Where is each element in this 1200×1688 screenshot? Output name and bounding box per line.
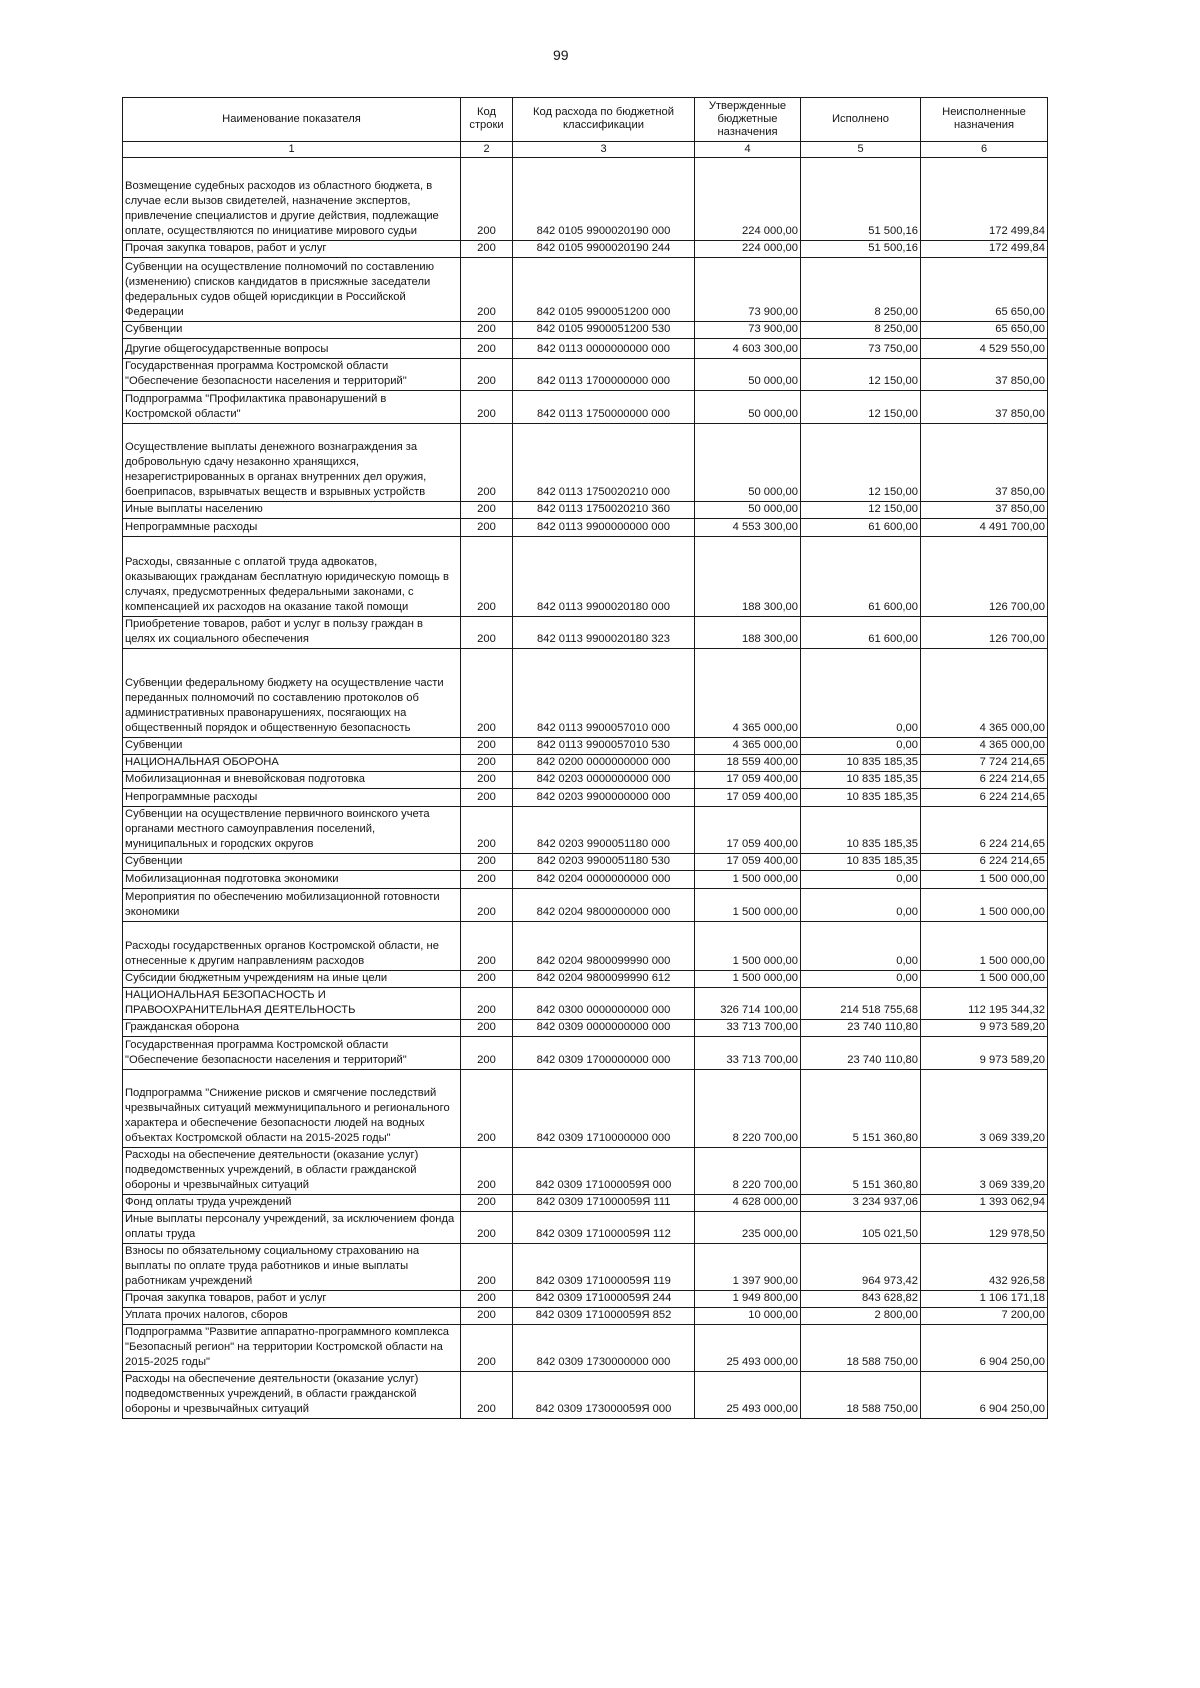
line-code: 200 (461, 339, 513, 359)
unexecuted-amount: 6 224 214,65 (921, 789, 1048, 807)
line-code: 200 (461, 158, 513, 241)
header-budget-code: Код расхода по бюджетной классификации (513, 98, 695, 142)
budget-classification-code: 842 0300 0000000000 000 (513, 988, 695, 1020)
table-row (123, 339, 1048, 359)
unexecuted-amount: 126 700,00 (921, 537, 1048, 617)
unexecuted-amount: 7 200,00 (921, 1308, 1048, 1325)
budget-classification-code: 842 0204 0000000000 000 (513, 871, 695, 889)
table-row (123, 971, 1048, 988)
indicator-name: Непрограммные расходы (123, 519, 461, 537)
indicator-name: Подпрограмма "Снижение рисков и смягчение последствий чрезвычайных ситуаций межмуниципального и регионального характера и обеспечение безопасности людей на водных объектах Костромской области на 2015-2025 годы" (123, 1070, 461, 1148)
table-row (123, 1037, 1048, 1070)
indicator-name: Государственная программа Костромской области "Обеспечение безопасности населения и территорий" (123, 359, 461, 391)
unexecuted-amount: 65 650,00 (921, 258, 1048, 322)
line-code: 200 (461, 789, 513, 807)
approved-amount: 1 500 000,00 (695, 871, 801, 889)
table-row (123, 241, 1048, 258)
table-row (123, 789, 1048, 807)
indicator-name: Возмещение судебных расходов из областного бюджета, в случае если вызов свидетелей, назначение экспертов, привлечение специалистов и другие действия, подлежащие оплате, осуществляются по инициативе мирового судьи (123, 158, 461, 241)
table-row (123, 1195, 1048, 1212)
column-number-row (123, 142, 1048, 158)
line-code: 200 (461, 649, 513, 738)
line-code: 200 (461, 391, 513, 424)
executed-amount: 105 021,50 (801, 1212, 921, 1244)
budget-classification-code: 842 0113 1750000000 000 (513, 391, 695, 424)
line-code: 200 (461, 359, 513, 391)
line-code: 200 (461, 1308, 513, 1325)
unexecuted-amount: 4 529 550,00 (921, 339, 1048, 359)
line-code: 200 (461, 1291, 513, 1308)
indicator-name: Мероприятия по обеспечению мобилизационной готовности экономики (123, 889, 461, 922)
budget-classification-code: 842 0203 9900051180 530 (513, 854, 695, 871)
header-executed: Исполнено (801, 98, 921, 142)
table-row (123, 322, 1048, 339)
executed-amount: 12 150,00 (801, 502, 921, 519)
indicator-name: Подпрограмма "Профилактика правонарушений в Костромской области" (123, 391, 461, 424)
unexecuted-amount: 37 850,00 (921, 502, 1048, 519)
indicator-name: Субвенции на осуществление первичного воинского учета органами местного самоуправления поселений, муниципальных и городских округов (123, 807, 461, 854)
approved-amount: 17 059 400,00 (695, 807, 801, 854)
approved-amount: 10 000,00 (695, 1308, 801, 1325)
unexecuted-amount: 1 500 000,00 (921, 889, 1048, 922)
executed-amount: 61 600,00 (801, 617, 921, 649)
executed-amount: 843 628,82 (801, 1291, 921, 1308)
table-row (123, 1308, 1048, 1325)
indicator-name: Субвенции (123, 854, 461, 871)
line-code: 200 (461, 1148, 513, 1195)
budget-classification-code: 842 0105 9900020190 000 (513, 158, 695, 241)
executed-amount: 5 151 360,80 (801, 1070, 921, 1148)
table-row (123, 807, 1048, 854)
executed-amount: 18 588 750,00 (801, 1325, 921, 1372)
approved-amount: 1 500 000,00 (695, 922, 801, 971)
approved-amount: 1 500 000,00 (695, 889, 801, 922)
unexecuted-amount: 1 500 000,00 (921, 971, 1048, 988)
budget-classification-code: 842 0309 171000059Я 852 (513, 1308, 695, 1325)
budget-classification-code: 842 0309 171000059Я 244 (513, 1291, 695, 1308)
executed-amount: 10 835 185,35 (801, 789, 921, 807)
executed-amount: 73 750,00 (801, 339, 921, 359)
approved-amount: 4 365 000,00 (695, 738, 801, 755)
unexecuted-amount: 37 850,00 (921, 359, 1048, 391)
unexecuted-amount: 172 499,84 (921, 241, 1048, 258)
approved-amount: 17 059 400,00 (695, 854, 801, 871)
indicator-name: Непрограммные расходы (123, 789, 461, 807)
column-number: 2 (461, 142, 513, 158)
indicator-name: Субвенции на осуществление полномочий по составлению (изменению) списков кандидатов в присяжные заседатели федеральных судов общей юрисдикции в Российской Федерации (123, 258, 461, 322)
column-number: 5 (801, 142, 921, 158)
unexecuted-amount: 112 195 344,32 (921, 988, 1048, 1020)
table-row (123, 391, 1048, 424)
line-code: 200 (461, 1195, 513, 1212)
executed-amount: 214 518 755,68 (801, 988, 921, 1020)
line-code: 200 (461, 871, 513, 889)
line-code: 200 (461, 258, 513, 322)
indicator-name: Другие общегосударственные вопросы (123, 339, 461, 359)
executed-amount: 0,00 (801, 871, 921, 889)
executed-amount: 10 835 185,35 (801, 807, 921, 854)
indicator-name: Осуществление выплаты денежного вознаграждения за добровольную сдачу незаконно хранящихся, незарегистрированных в органах внутренних дел оружия, боеприпасов, взрывчатых веществ и взрывных устройств (123, 424, 461, 502)
executed-amount: 0,00 (801, 649, 921, 738)
approved-amount: 50 000,00 (695, 502, 801, 519)
executed-amount: 8 250,00 (801, 258, 921, 322)
budget-classification-code: 842 0113 9900000000 000 (513, 519, 695, 537)
approved-amount: 235 000,00 (695, 1212, 801, 1244)
unexecuted-amount: 3 069 339,20 (921, 1070, 1048, 1148)
unexecuted-amount: 7 724 214,65 (921, 755, 1048, 772)
budget-classification-code: 842 0309 171000059Я 112 (513, 1212, 695, 1244)
table-row (123, 537, 1048, 617)
executed-amount: 12 150,00 (801, 424, 921, 502)
budget-classification-code: 842 0105 9900051200 000 (513, 258, 695, 322)
indicator-name: Иные выплаты персоналу учреждений, за исключением фонда оплаты труда (123, 1212, 461, 1244)
unexecuted-amount: 6 904 250,00 (921, 1372, 1048, 1419)
budget-classification-code: 842 0204 9800099990 612 (513, 971, 695, 988)
table-row (123, 854, 1048, 871)
approved-amount: 4 628 000,00 (695, 1195, 801, 1212)
indicator-name: Иные выплаты населению (123, 502, 461, 519)
indicator-name: Подпрограмма "Развитие аппаратно-программного комплекса "Безопасный регион" на территории Костромской области на 2015-2025 годы" (123, 1325, 461, 1372)
unexecuted-amount: 37 850,00 (921, 424, 1048, 502)
unexecuted-amount: 37 850,00 (921, 391, 1048, 424)
unexecuted-amount: 129 978,50 (921, 1212, 1048, 1244)
indicator-name: Гражданская оборона (123, 1020, 461, 1037)
table-row (123, 258, 1048, 322)
unexecuted-amount: 172 499,84 (921, 158, 1048, 241)
indicator-name: Расходы на обеспечение деятельности (оказание услуг) подведомственных учреждений, в области гражданской обороны и чрезвычайных ситуаций (123, 1148, 461, 1195)
budget-classification-code: 842 0309 171000059Я 000 (513, 1148, 695, 1195)
approved-amount: 4 603 300,00 (695, 339, 801, 359)
budget-classification-code: 842 0113 9900020180 000 (513, 537, 695, 617)
budget-classification-code: 842 0113 1750020210 000 (513, 424, 695, 502)
budget-classification-code: 842 0113 1700000000 000 (513, 359, 695, 391)
table-row (123, 988, 1048, 1020)
executed-amount: 3 234 937,06 (801, 1195, 921, 1212)
indicator-name: Фонд оплаты труда учреждений (123, 1195, 461, 1212)
indicator-name: Взносы по обязательному социальному страхованию на выплаты по оплате труда работников и иные выплаты работникам учреждений (123, 1244, 461, 1291)
line-code: 200 (461, 889, 513, 922)
approved-amount: 73 900,00 (695, 258, 801, 322)
executed-amount: 10 835 185,35 (801, 772, 921, 789)
approved-amount: 50 000,00 (695, 359, 801, 391)
budget-classification-code: 842 0309 1700000000 000 (513, 1037, 695, 1070)
budget-classification-code: 842 0309 0000000000 000 (513, 1020, 695, 1037)
column-number: 6 (921, 142, 1048, 158)
unexecuted-amount: 9 973 589,20 (921, 1037, 1048, 1070)
unexecuted-amount: 4 365 000,00 (921, 649, 1048, 738)
executed-amount: 51 500,16 (801, 241, 921, 258)
indicator-name: Субвенции (123, 322, 461, 339)
table-row (123, 649, 1048, 738)
indicator-name: НАЦИОНАЛЬНАЯ БЕЗОПАСНОСТЬ И ПРАВООХРАНИТЕЛЬНАЯ ДЕЯТЕЛЬНОСТЬ (123, 988, 461, 1020)
line-code: 200 (461, 1325, 513, 1372)
budget-classification-code: 842 0309 171000059Я 111 (513, 1195, 695, 1212)
executed-amount: 61 600,00 (801, 537, 921, 617)
indicator-name: Прочая закупка товаров, работ и услуг (123, 1291, 461, 1308)
line-code: 200 (461, 772, 513, 789)
page-number: 99 (553, 47, 569, 63)
unexecuted-amount: 6 224 214,65 (921, 854, 1048, 871)
table-header (123, 98, 1048, 158)
table-row (123, 772, 1048, 789)
line-code: 200 (461, 988, 513, 1020)
line-code: 200 (461, 519, 513, 537)
approved-amount: 25 493 000,00 (695, 1372, 801, 1419)
executed-amount: 10 835 185,35 (801, 854, 921, 871)
line-code: 200 (461, 922, 513, 971)
executed-amount: 23 740 110,80 (801, 1037, 921, 1070)
table-row (123, 1291, 1048, 1308)
line-code: 200 (461, 1070, 513, 1148)
indicator-name: Расходы государственных органов Костромской области, не отнесенные к другим направлениям расходов (123, 922, 461, 971)
table-row (123, 1244, 1048, 1291)
table-body (123, 158, 1048, 1419)
approved-amount: 8 220 700,00 (695, 1148, 801, 1195)
unexecuted-amount: 126 700,00 (921, 617, 1048, 649)
budget-classification-code: 842 0204 9800000000 000 (513, 889, 695, 922)
executed-amount: 12 150,00 (801, 359, 921, 391)
line-code: 200 (461, 424, 513, 502)
line-code: 200 (461, 738, 513, 755)
approved-amount: 33 713 700,00 (695, 1037, 801, 1070)
table-row (123, 1212, 1048, 1244)
table-row (123, 922, 1048, 971)
indicator-name: Прочая закупка товаров, работ и услуг (123, 241, 461, 258)
header-unexecuted: Неисполненные назначения (921, 98, 1048, 142)
budget-execution-table (122, 97, 1048, 1419)
approved-amount: 326 714 100,00 (695, 988, 801, 1020)
executed-amount: 0,00 (801, 889, 921, 922)
table-row (123, 359, 1048, 391)
table-row (123, 871, 1048, 889)
budget-classification-code: 842 0113 9900057010 000 (513, 649, 695, 738)
executed-amount: 51 500,16 (801, 158, 921, 241)
budget-classification-code: 842 0309 1730000000 000 (513, 1325, 695, 1372)
budget-classification-code: 842 0113 1750020210 360 (513, 502, 695, 519)
approved-amount: 50 000,00 (695, 424, 801, 502)
indicator-name: Субсидии бюджетным учреждениям на иные цели (123, 971, 461, 988)
budget-classification-code: 842 0105 9900051200 530 (513, 322, 695, 339)
approved-amount: 4 365 000,00 (695, 649, 801, 738)
budget-classification-code: 842 0113 9900020180 323 (513, 617, 695, 649)
line-code: 200 (461, 755, 513, 772)
line-code: 200 (461, 1212, 513, 1244)
approved-amount: 18 559 400,00 (695, 755, 801, 772)
executed-amount: 0,00 (801, 922, 921, 971)
executed-amount: 0,00 (801, 738, 921, 755)
line-code: 200 (461, 854, 513, 871)
approved-amount: 73 900,00 (695, 322, 801, 339)
executed-amount: 61 600,00 (801, 519, 921, 537)
budget-classification-code: 842 0309 171000059Я 119 (513, 1244, 695, 1291)
approved-amount: 25 493 000,00 (695, 1325, 801, 1372)
approved-amount: 1 397 900,00 (695, 1244, 801, 1291)
table-row (123, 755, 1048, 772)
budget-classification-code: 842 0309 173000059Я 000 (513, 1372, 695, 1419)
executed-amount: 5 151 360,80 (801, 1148, 921, 1195)
table-row (123, 1372, 1048, 1419)
executed-amount: 23 740 110,80 (801, 1020, 921, 1037)
unexecuted-amount: 1 500 000,00 (921, 871, 1048, 889)
header-line-code: Код строки (461, 98, 513, 142)
line-code: 200 (461, 1244, 513, 1291)
line-code: 200 (461, 807, 513, 854)
unexecuted-amount: 1 500 000,00 (921, 922, 1048, 971)
executed-amount: 2 800,00 (801, 1308, 921, 1325)
approved-amount: 224 000,00 (695, 158, 801, 241)
budget-classification-code: 842 0105 9900020190 244 (513, 241, 695, 258)
executed-amount: 18 588 750,00 (801, 1372, 921, 1419)
line-code: 200 (461, 1037, 513, 1070)
indicator-name: Расходы, связанные с оплатой труда адвокатов, оказывающих гражданам бесплатную юридическую помощь в случаях, предусмотренных федеральными законами, с компенсацией их расходов на оказание такой помощи (123, 537, 461, 617)
unexecuted-amount: 9 973 589,20 (921, 1020, 1048, 1037)
unexecuted-amount: 65 650,00 (921, 322, 1048, 339)
unexecuted-amount: 4 365 000,00 (921, 738, 1048, 755)
table-row (123, 1020, 1048, 1037)
unexecuted-amount: 6 224 214,65 (921, 772, 1048, 789)
column-number: 1 (123, 142, 461, 158)
line-code: 200 (461, 322, 513, 339)
approved-amount: 8 220 700,00 (695, 1070, 801, 1148)
indicator-name: Расходы на обеспечение деятельности (оказание услуг) подведомственных учреждений, в области гражданской обороны и чрезвычайных ситуаций (123, 1372, 461, 1419)
unexecuted-amount: 6 904 250,00 (921, 1325, 1048, 1372)
table-row (123, 1325, 1048, 1372)
approved-amount: 224 000,00 (695, 241, 801, 258)
unexecuted-amount: 3 069 339,20 (921, 1148, 1048, 1195)
approved-amount: 188 300,00 (695, 537, 801, 617)
line-code: 200 (461, 971, 513, 988)
indicator-name: Субвенции (123, 738, 461, 755)
unexecuted-amount: 6 224 214,65 (921, 807, 1048, 854)
table-row (123, 1070, 1048, 1148)
approved-amount: 4 553 300,00 (695, 519, 801, 537)
line-code: 200 (461, 1020, 513, 1037)
table-row (123, 617, 1048, 649)
indicator-name: Приобретение товаров, работ и услуг в пользу граждан в целях их социального обеспечения (123, 617, 461, 649)
table-row (123, 889, 1048, 922)
approved-amount: 1 500 000,00 (695, 971, 801, 988)
line-code: 200 (461, 537, 513, 617)
table-row (123, 738, 1048, 755)
unexecuted-amount: 432 926,58 (921, 1244, 1048, 1291)
executed-amount: 12 150,00 (801, 391, 921, 424)
budget-classification-code: 842 0203 9900000000 000 (513, 789, 695, 807)
unexecuted-amount: 1 393 062,94 (921, 1195, 1048, 1212)
unexecuted-amount: 4 491 700,00 (921, 519, 1048, 537)
indicator-name: НАЦИОНАЛЬНАЯ ОБОРОНА (123, 755, 461, 772)
executed-amount: 964 973,42 (801, 1244, 921, 1291)
budget-classification-code: 842 0309 1710000000 000 (513, 1070, 695, 1148)
table-row (123, 424, 1048, 502)
table-row (123, 519, 1048, 537)
unexecuted-amount: 1 106 171,18 (921, 1291, 1048, 1308)
table-row (123, 502, 1048, 519)
approved-amount: 188 300,00 (695, 617, 801, 649)
header-row (123, 98, 1048, 142)
header-indicator-name: Наименование показателя (123, 98, 461, 142)
column-number: 3 (513, 142, 695, 158)
approved-amount: 17 059 400,00 (695, 772, 801, 789)
indicator-name: Мобилизационная подготовка экономики (123, 871, 461, 889)
budget-classification-code: 842 0203 9900051180 000 (513, 807, 695, 854)
indicator-name: Субвенции федеральному бюджету на осуществление части переданных полномочий по составлению протоколов об административных правонарушениях, посягающих на общественный порядок и общественную безопасность (123, 649, 461, 738)
budget-classification-code: 842 0204 9800099990 000 (513, 922, 695, 971)
column-number: 4 (695, 142, 801, 158)
table-row (123, 158, 1048, 241)
executed-amount: 0,00 (801, 971, 921, 988)
header-approved: Утвержденные бюджетные назначения (695, 98, 801, 142)
approved-amount: 33 713 700,00 (695, 1020, 801, 1037)
line-code: 200 (461, 617, 513, 649)
executed-amount: 8 250,00 (801, 322, 921, 339)
line-code: 200 (461, 1372, 513, 1419)
budget-classification-code: 842 0203 0000000000 000 (513, 772, 695, 789)
indicator-name: Уплата прочих налогов, сборов (123, 1308, 461, 1325)
approved-amount: 17 059 400,00 (695, 789, 801, 807)
table-row (123, 1148, 1048, 1195)
line-code: 200 (461, 241, 513, 258)
budget-classification-code: 842 0200 0000000000 000 (513, 755, 695, 772)
executed-amount: 10 835 185,35 (801, 755, 921, 772)
approved-amount: 1 949 800,00 (695, 1291, 801, 1308)
indicator-name: Государственная программа Костромской области "Обеспечение безопасности населения и территорий" (123, 1037, 461, 1070)
approved-amount: 50 000,00 (695, 391, 801, 424)
budget-classification-code: 842 0113 0000000000 000 (513, 339, 695, 359)
indicator-name: Мобилизационная и вневойсковая подготовка (123, 772, 461, 789)
budget-classification-code: 842 0113 9900057010 530 (513, 738, 695, 755)
line-code: 200 (461, 502, 513, 519)
